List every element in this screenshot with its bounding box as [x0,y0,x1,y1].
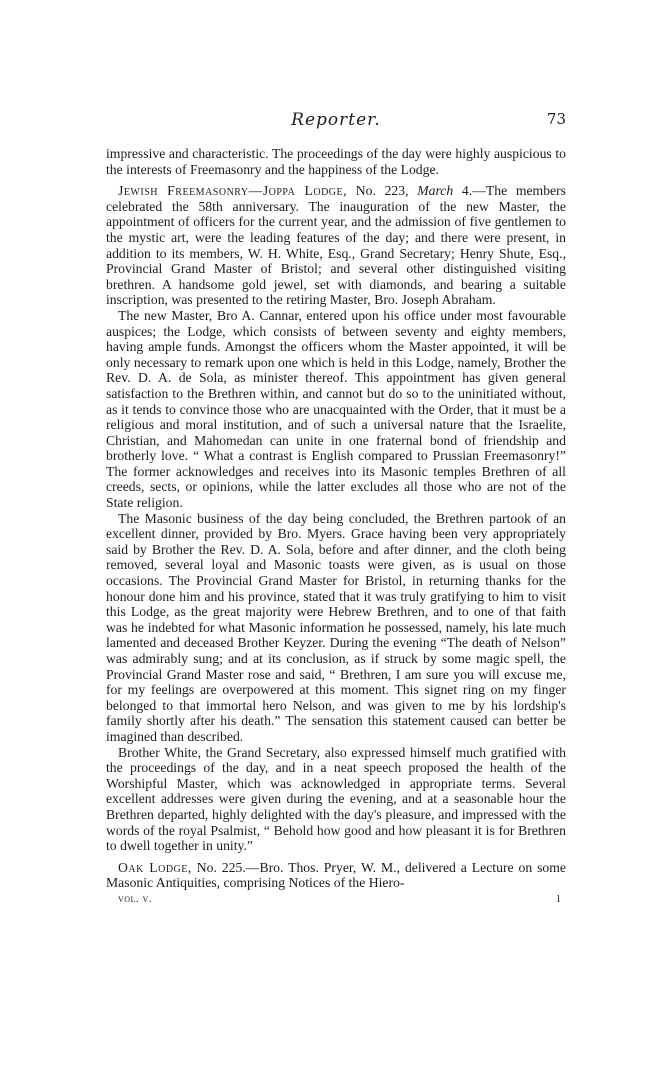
paragraph-oak-lodge [106,860,566,891]
page-number: 73 [546,110,566,128]
paragraph-1: impressive and characteristic. The proceedings of the day were highly auspicious to the interests of Freemasonry and the happiness of the Lodge. [106,146,566,177]
article-body [106,146,566,891]
page-header [106,108,566,134]
oak-text: No. 225.—Bro. Thos. Pryer, W. M., delivered a Lecture on some Masonic Antiquities, comprising Notices of the Hiero- [106,859,566,891]
joppa-text: 4.—The members celebrated the 58th anniversary. The inauguration of the new Master, the appointment of officers for the current year, and the admission of five gentlemen to the mystic art, were the leading features of the day; and there were present, in addition to its members, W. H. White, Esq., Grand Secretary; Henry Shute, Esq., Provincial Grand Master of Bristol; and several other distinguished visiting brethren. A handsome gold jewel, set with diamonds, and bearing a suitable inscription, was presented to the retiring Master, Bro. Joseph Abraham. [106,183,567,308]
volume-mark: vol. v. [118,892,152,905]
joppa-number: No. 223, [347,183,418,199]
paragraph-dinner: The Masonic business of the day being concluded, the Brethren partook of an excellent dinner, provided by Bro. Myers. Grace having been very appropriately said by Brother the Rev. D. A. Sola, before and after dinner, and the cloth being removed, several loyal and Masonic toasts were given, as is usual on those occasions. The Provincial Grand Master for Bristol, in returning thanks for the honour done him and his province, stated that it was truly gratifying to him to visit this Lodge, as the great majority were Hebrew Brethren, and to one of that faith was he indebted for what Masonic information he possessed, namely, his late much lamented and deceased Brother Keyzer. During the evening “The death of Nelson” was admirably sung; and at its conclusion, as if struck by some magic spell, the Provincial Grand Master rose and said, “ Brethren, I am sure you will excuse me, for my feelings are overpowered at this moment. This signet ring on my finger belonged to that immortal hero Nelson, and was given to me by his lordship's family shortly after his death.” The sensation this statement caused can better be imagined than described. [106,510,566,744]
paragraph-brother-white: Brother White, the Grand Secretary, also expressed himself much gratified with the proceedings of the day, and in a neat speech proposed the health of the Worshipful Master, which was acknowledged in appropriate terms. Several excellent addresses were given during the evening, and at a seasonable hour the Brethren departed, highly delighted with the day's pleasure, and impressed with the words of the royal Psalmist, “ Behold how good and how pleasant it is for Brethren to dwell together in unity.” [106,744,566,854]
paragraph-new-master: The new Master, Bro A. Cannar, entered upon his office under most favourable auspices; the Lodge, which consists of between seventy and eighty members, having ample funds. Amongst the officers whom the Master appointed, it will be only necessary to remark upon one which is held in this Lodge, namely, Brother the Rev. D. A. de Sola, as minister thereof. This appointment has given general satisfaction to the Brethren within, and cannot but do so to the uninitiated without, as it tends to convince those who are unacquainted with the Order, that it must be a religious and moral institution, and of such a universal nature that the Israelite, Christian, and Mahomedan can unite in one fraternal bond of friendship and brotherly love. “ What a contrast is English compared to Prussian Freemasonry!” The former acknowledges and receives into its Masonic temples Brethren of all creeds, sects, or opinions, while the latter excludes all those who are not of the State religion. [106,307,566,511]
section-head-oak: Oak Lodge, [118,859,192,875]
running-head: Reporter. [291,110,381,130]
section-head-joppa: Jewish Freemasonry—Joppa Lodge, [118,183,348,199]
page [106,108,566,909]
page-footer [106,893,566,909]
joppa-date: March [417,183,454,199]
signature-mark: l [556,892,560,905]
paragraph-joppa-lodge [106,183,566,308]
